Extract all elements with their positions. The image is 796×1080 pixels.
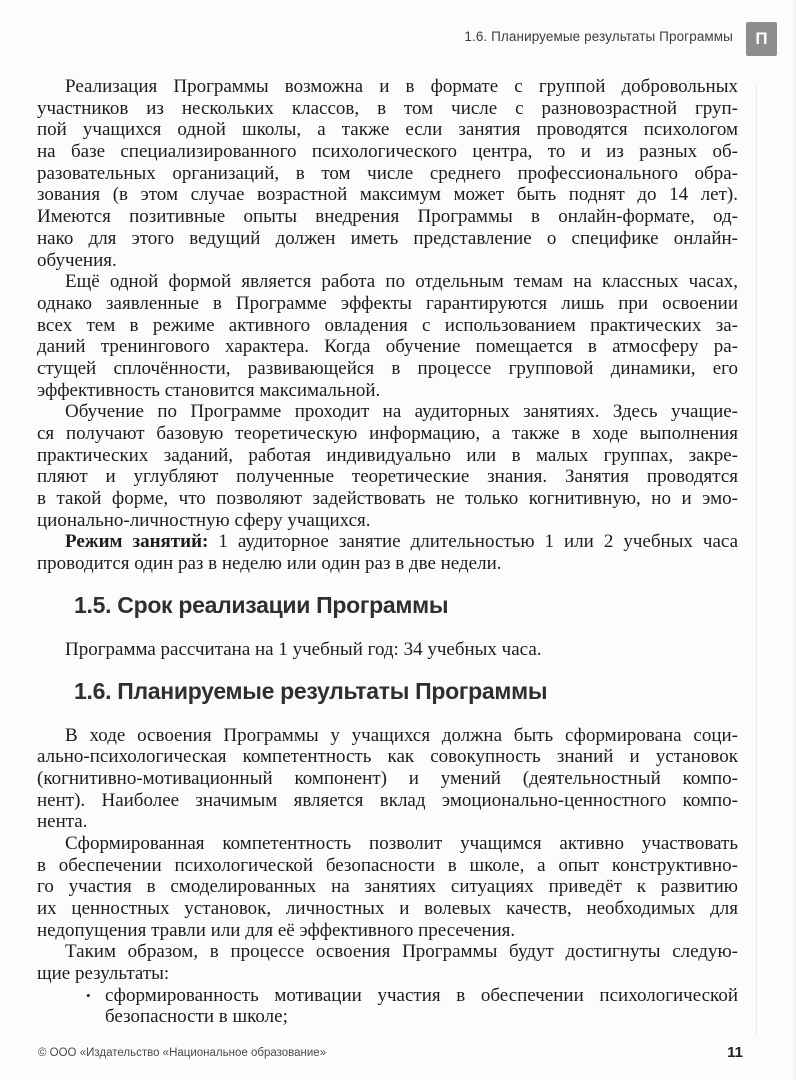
text-line: Сформированная компетентность позволит учащимся активно участвовать	[65, 832, 738, 854]
text-line: Ещё одной формой является работа по отдельным темам на классных часах,	[65, 271, 738, 293]
text-line: участников из нескольких классов, в том числе с разновозрастной груп-	[37, 97, 738, 119]
text-line: сформированность мотивации участия в обеспечении психологической	[105, 984, 738, 1006]
text-line: в обеспечении психологической безопасности в школе, а опыт конструктивно-	[37, 854, 738, 876]
text-line: однако заявленные в Программе эффекты гарантируются лишь при освоении	[37, 292, 738, 314]
text-line: стущей сплочённости, развивающейся в процессе групповой динамики, его	[37, 357, 738, 379]
text-line: го участия в смоделированных на занятиях ситуациях приведёт к развитию	[37, 876, 738, 898]
text-line: безопасности в школе;	[105, 1006, 288, 1028]
scan-edge-shadow	[792, 0, 796, 1080]
bullet-item	[37, 985, 738, 1028]
text-line: ся получают базовую теоретическую информацию, а также в ходе выполнения	[37, 423, 738, 444]
paragraph	[37, 271, 738, 401]
paragraph	[37, 725, 738, 833]
text-line: Имеются позитивные опыты внедрения Программы в онлайн-формате, од-	[37, 206, 738, 228]
text-line: нент). Наиболее значимым является вклад эмоционально-ценностного компо-	[37, 789, 738, 811]
paragraph	[37, 401, 738, 531]
text-line: даний тренингового характера. Когда обучение помещается в атмосферу ра-	[37, 336, 738, 358]
text-line: Режим занятий: 1 аудиторное занятие длительностью 1 или 2 учебных часа	[65, 531, 739, 553]
paragraph	[37, 833, 738, 941]
document-body	[37, 76, 738, 1028]
text-line: нако для этого ведущий должен иметь представление о специфике онлайн-	[37, 227, 738, 249]
text-line: пляют и углубляют полученные теоретические знания. Занятия проводятся	[37, 466, 738, 488]
text-line: (когнитивно-мотивационный компонент) и умений (деятельностный компо-	[37, 767, 738, 789]
text-line: ционально-личностную сферу учащихся.	[37, 509, 371, 531]
text-line: Программа рассчитана на 1 учебный год: 34 учебных часа.	[65, 638, 542, 660]
footer-copyright: © ООО «Издательство «Национальное образование»	[38, 1047, 327, 1059]
bold-lead: Режим занятий:	[65, 531, 209, 553]
scan-edge-line	[756, 85, 757, 1035]
text-line: ально-психологическая компетентность как совокупность знаний и установок	[37, 746, 738, 768]
text-line: пой учащихся одной школы, а также если занятия проводятся психологом	[37, 119, 738, 141]
text-line: щие результаты:	[37, 963, 170, 985]
text-line: зования (в этом случае возрастной максимум может быть поднят до 14 лет).	[37, 184, 738, 206]
text-line: практических заданий, работая индивидуально или в малых группах, закре-	[37, 444, 738, 466]
text-line: В ходе освоения Программы у учащихся должна быть сформирована соци-	[65, 724, 738, 746]
text-line: разовательных организаций, в том числе среднего профессионального обра-	[37, 162, 738, 184]
paragraph	[37, 76, 738, 271]
bullet-marker: •	[86, 987, 91, 1003]
text-line: Реализация Программы возможна и в формате с группой добровольных	[65, 76, 738, 97]
section-heading: 1.5. Срок реализации Программы	[74, 591, 449, 618]
running-header: 1.6. Планируемые результаты Программы	[464, 29, 733, 44]
text-line: нента.	[37, 811, 88, 833]
text-line: обучения.	[37, 249, 117, 271]
section-heading: 1.6. Планируемые результаты Программы	[74, 677, 548, 704]
text-line: всех тем в режиме активного овладения с использованием практических за-	[37, 314, 738, 336]
page-number: 11	[727, 1044, 743, 1061]
text-line: их ценностных установок, личностных и волевых качеств, необходимых для	[37, 898, 738, 919]
text-line: в такой форме, что позволяют задействовать не только когнитивную, но и эмо-	[37, 488, 738, 510]
text-line: проводится один раз в неделю или один раз в две недели.	[37, 553, 502, 575]
paragraph	[37, 531, 738, 574]
paragraph	[37, 941, 738, 984]
text-line: эффективность становится максимальной.	[37, 379, 381, 401]
paragraph	[37, 639, 738, 661]
text-line: на базе специализированного психологического центра, то и из разных об-	[37, 141, 738, 163]
text-line: Обучение по Программе проходит на аудиторных занятиях. Здесь учащие-	[65, 401, 738, 423]
text-line: недопущения травли или для её эффективного пресечения.	[37, 919, 516, 941]
text-line: Таким образом, в процессе освоения Программы будут достигнуты следую-	[65, 941, 738, 963]
chapter-tab-badge: П	[746, 22, 777, 56]
